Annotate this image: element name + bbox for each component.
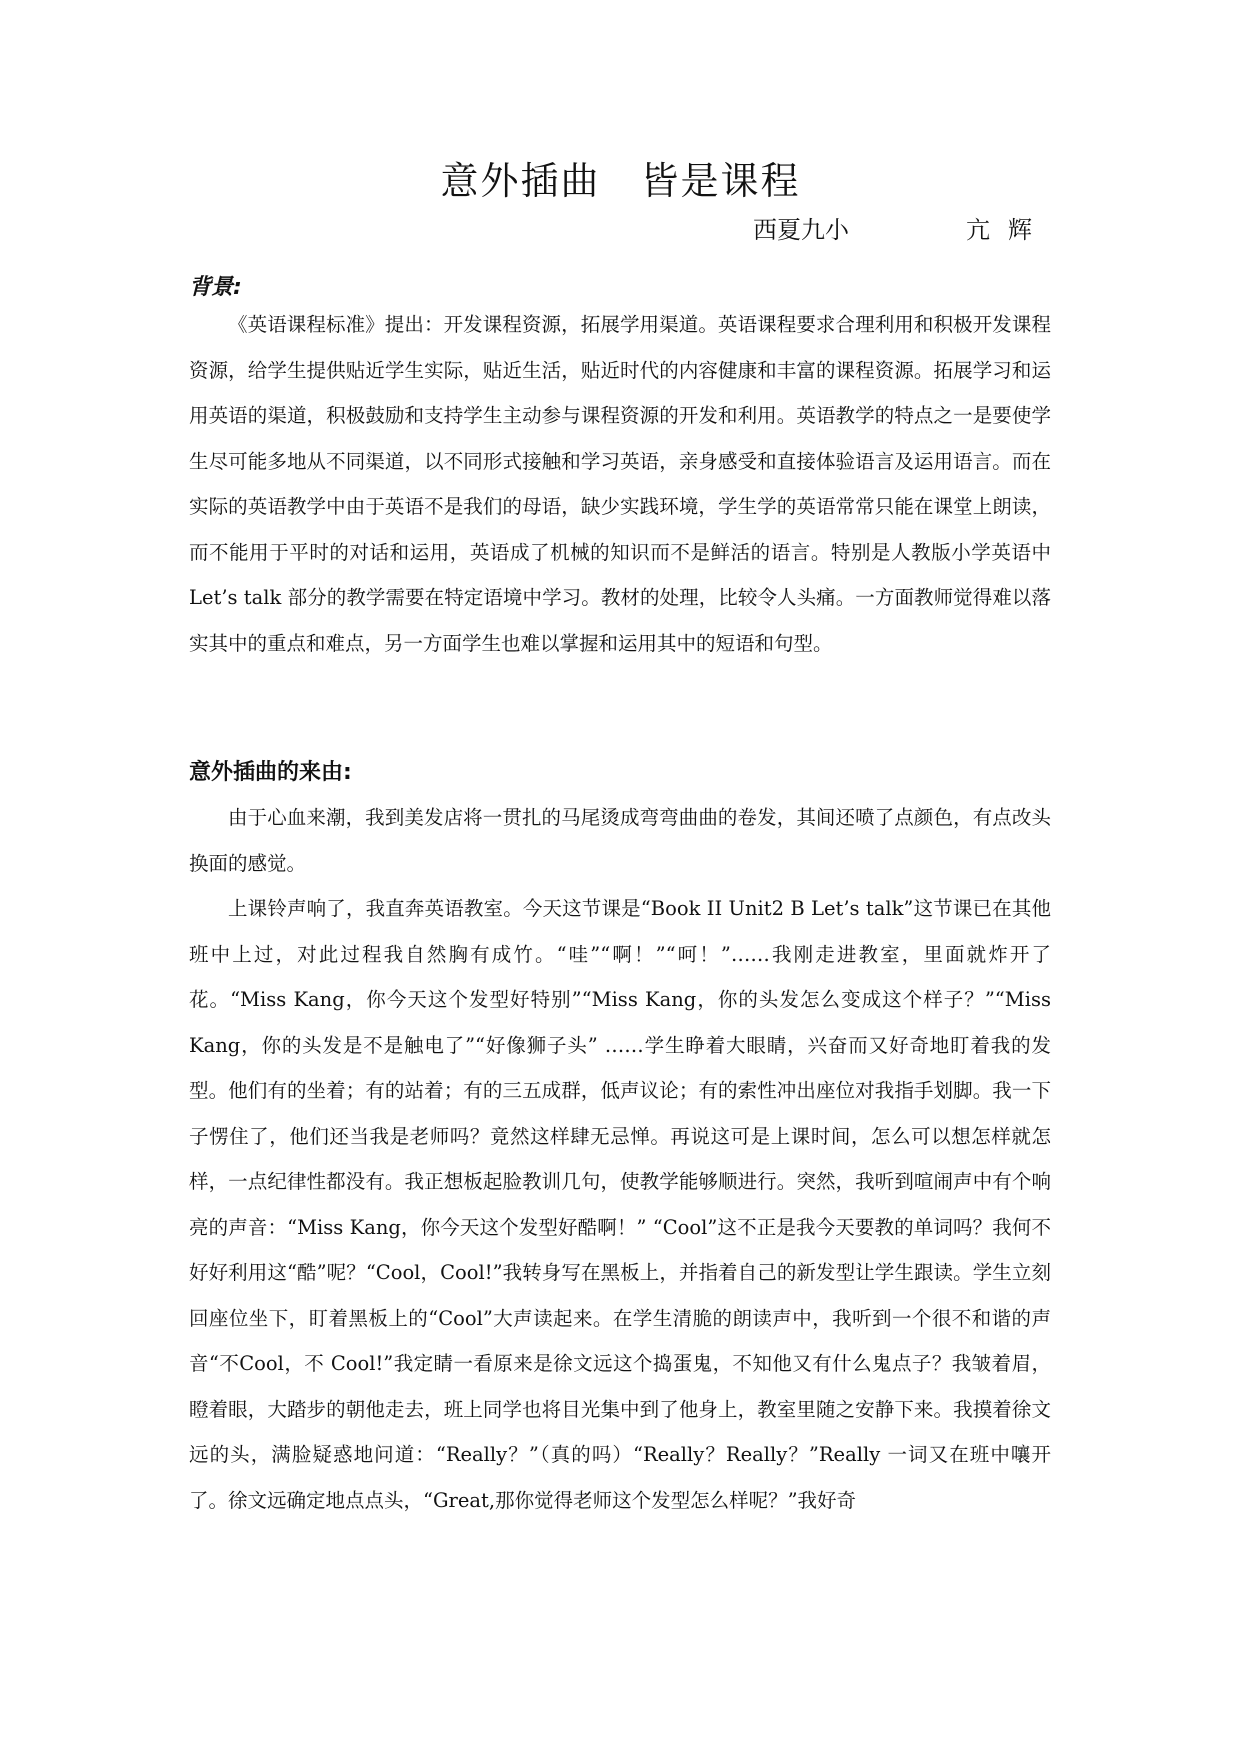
section-body-background: [189, 302, 1051, 666]
section-heading-origin: 意外插曲的来由:: [189, 760, 352, 785]
paragraph: 由于心血来潮，我到美发店将一贯扎的马尾烫成弯弯曲曲的卷发，其间还喷了点颜色，有点改头换面的感觉。: [189, 806, 1051, 875]
section-heading-background: 背景:: [189, 275, 242, 300]
paragraph: 《英语课程标准》提出：开发课程资源，拓展学用渠道。英语课程要求合理利用和积极开发课程资源，给学生提供贴近学生实际，贴近生活，贴近时代的内容健康和丰富的课程资源。拓展学习和运用英语的渠道，积极鼓励和支持学生主动参与课程资源的开发和利用。英语教学的特点之一是要使学生尽可能多地从不同渠道，以不同形式接触和学习英语，亲身感受和直接体验语言及运用语言。而在实际的英语教学中由于英语不是我们的母语，缺少实践环境，学生学的英语常常只能在课堂上朗读，而不能用于平时的对话和运用，英语成了机械的知识而不是鲜活的语言。特别是人教版小学英语中 Let’s talk 部分的教学需要在特定语境中学习。教材的处理，比较令人头痛。一方面教师觉得难以落实其中的重点和难点，另一方面学生也难以掌握和运用其中的短语和句型。: [189, 313, 1051, 655]
author-name: 亢辉: [966, 216, 1050, 244]
paragraph: 上课铃声响了，我直奔英语教室。今天这节课是“Book II Unit2 B Let’s talk”这节课已在其他班中上过，对此过程我自然胸有成竹。“哇”“啊！”“呵！”……我刚走进教室，里面就炸开了花。“Miss Kang，你今天这个发型好特别”“Miss Kang，你的头发怎么变成这个样子？”“Miss Kang，你的头发是不是触电了”“好像狮子头” ……学生睁着大眼睛，兴奋而又好奇地盯着我的发型。他们有的坐着；有的站着；有的三五成群，低声议论；有的索性冲出座位对我指手划脚。我一下子愣住了，他们还当我是老师吗？竟然这样肆无忌惮。再说这可是上课时间，怎么可以想怎样就怎样，一点纪律性都没有。我正想板起脸教训几句，使教学能够顺进行。突然，我听到喧闹声中有个响亮的声音：“Miss Kang，你今天这个发型好酷啊！” “Cool”这不正是我今天要教的单词吗？我何不好好利用这“酷”呢？“Cool，Cool!”我转身写在黑板上，并指着自己的新发型让学生跟读。学生立刻回座位坐下，盯着黑板上的“Cool”大声读起来。在学生清脆的朗读声中，我听到一个很不和谐的声音“不Cool，不 Cool!”我定睛一看原来是徐文远这个捣蛋鬼，不知他又有什么鬼点子？我皱着眉，瞪着眼，大踏步的朝他走去，班上同学也将目光集中到了他身上，教室里随之安静下来。我摸着徐文远的头，满脸疑惑地问道：“Really？”（真的吗）“Really？Really？”Really 一词又在班中嚷开了。徐文远确定地点点头，“Great,那你觉得老师这个发型怎么样呢？”我好奇: [189, 897, 1051, 1512]
school-name: 西夏九小: [753, 216, 849, 244]
section-body-origin: [189, 795, 1051, 1523]
document-title: 意外插曲 皆是课程: [440, 159, 801, 203]
